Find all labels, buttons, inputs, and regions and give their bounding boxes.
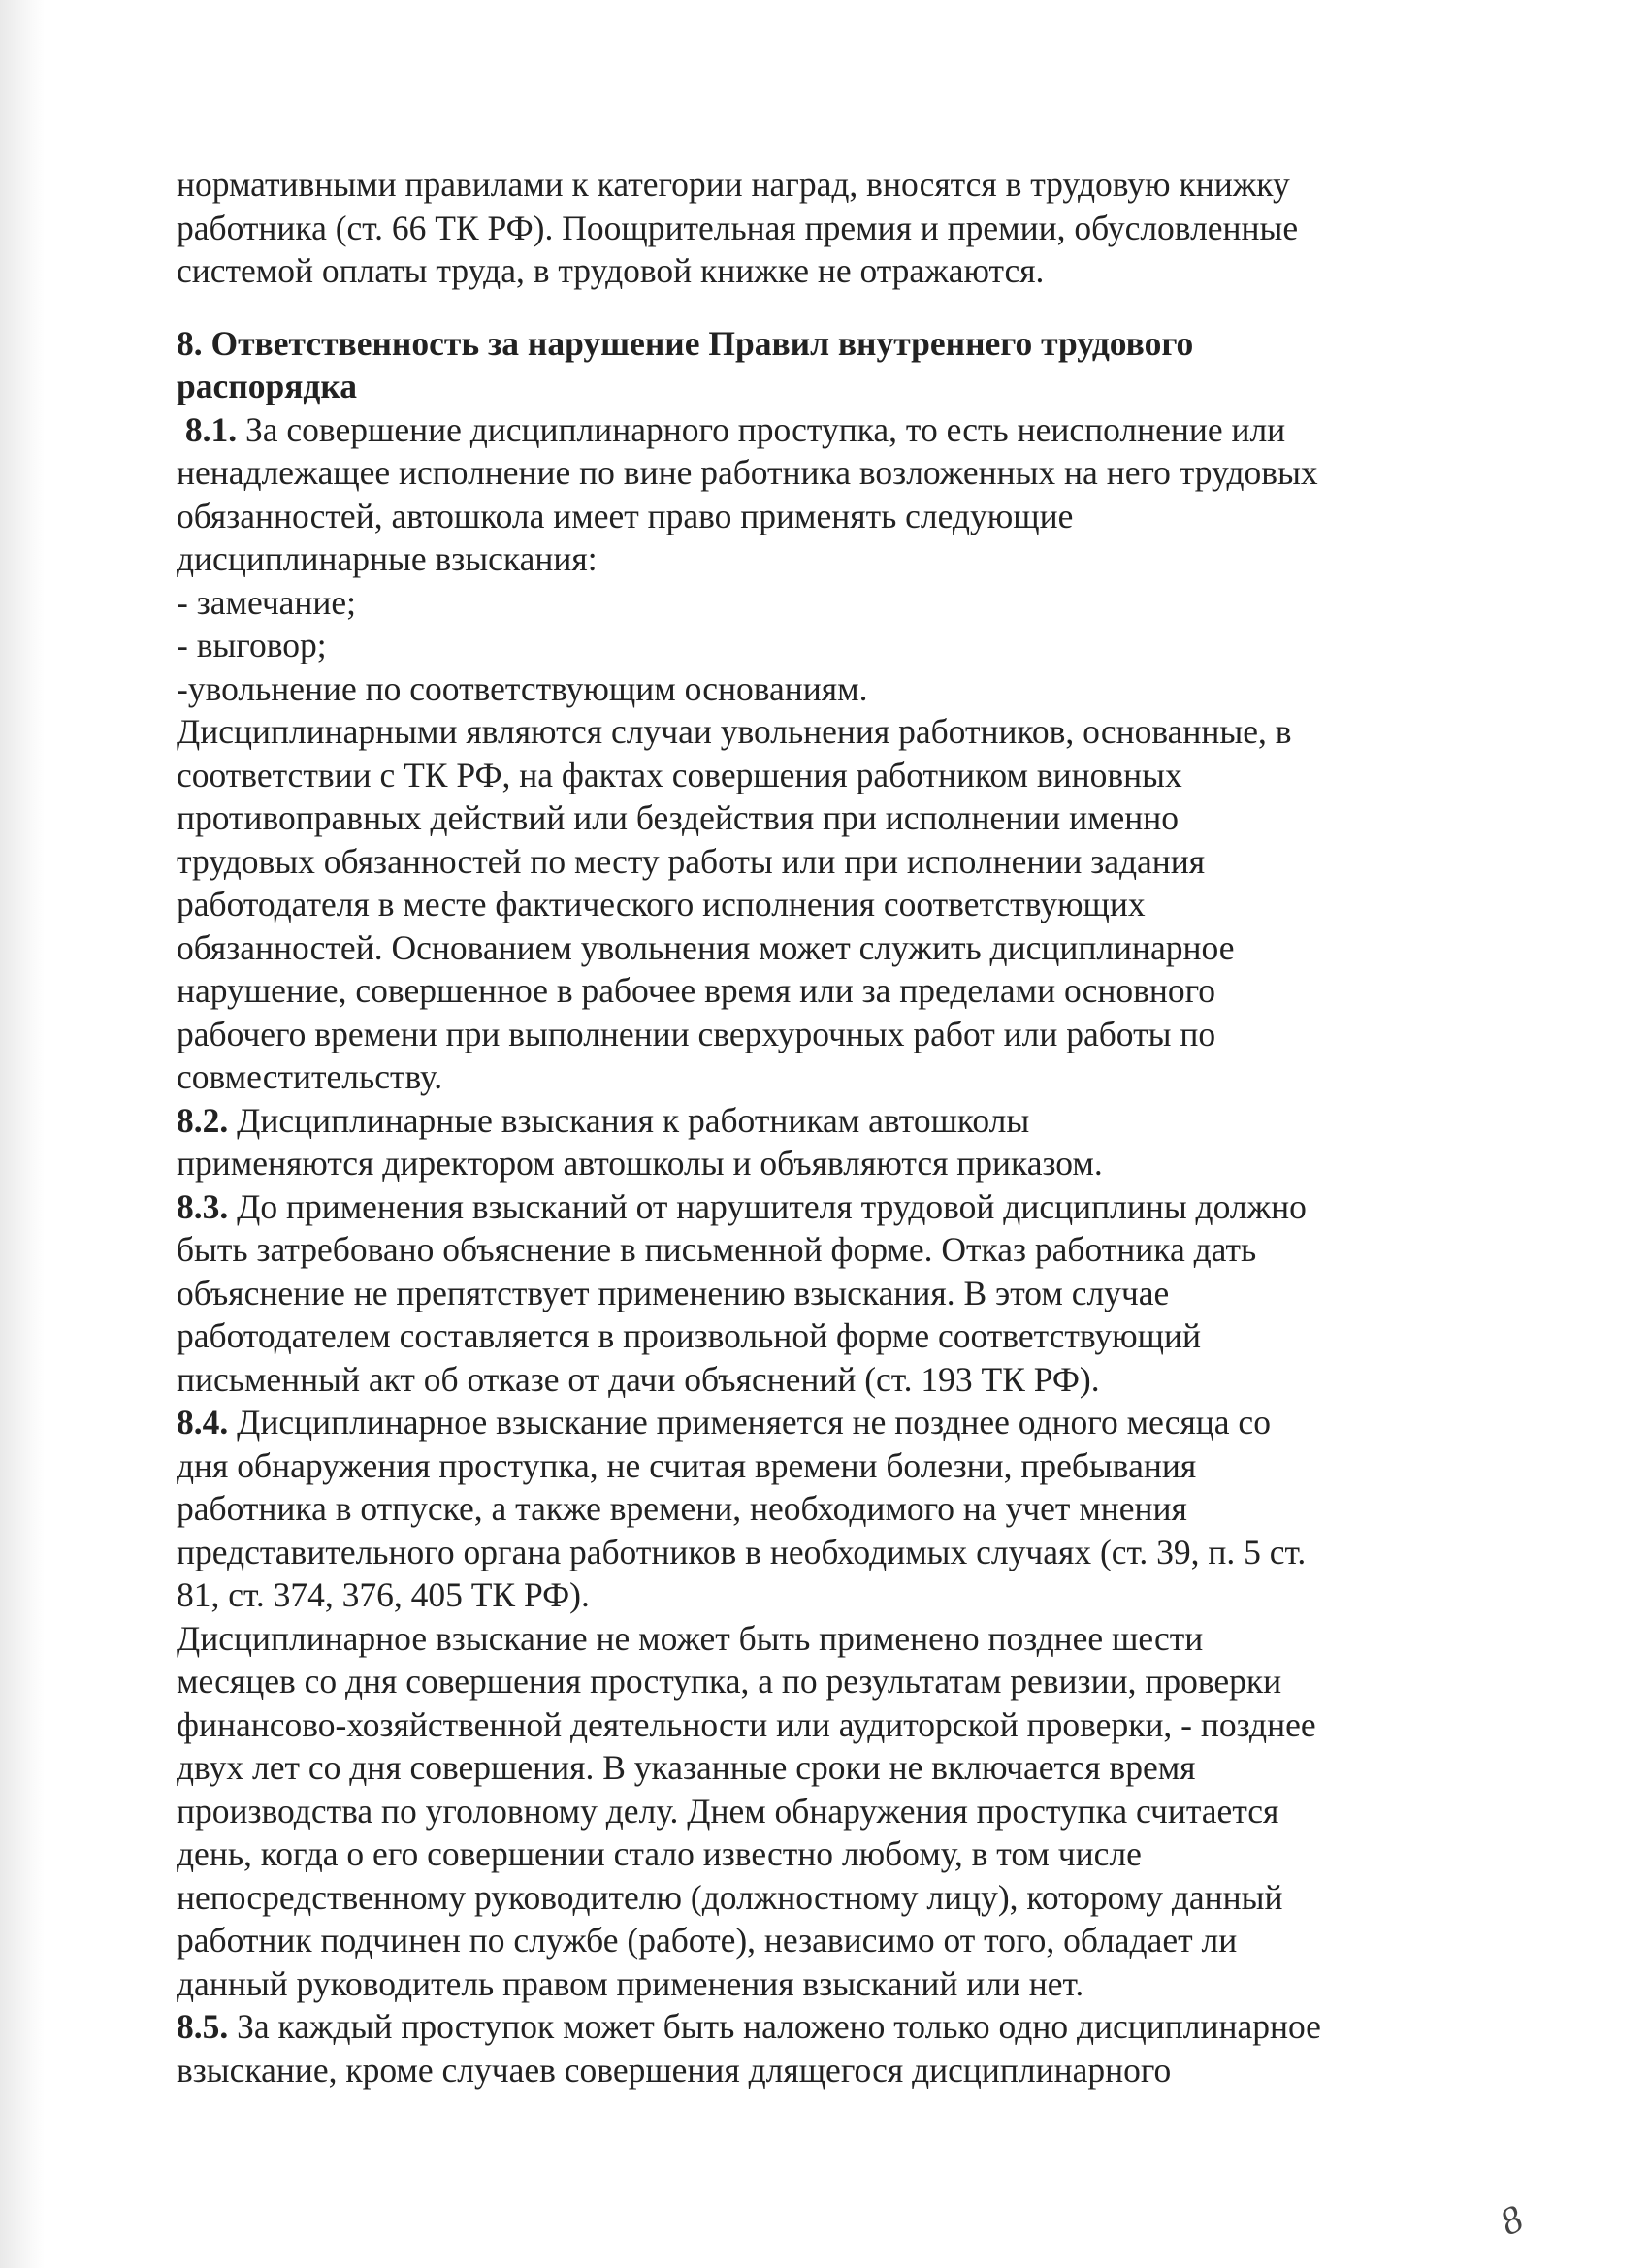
intro-paragraph: [177, 163, 1476, 293]
text-line: письменный акт об отказе от дачи объяснений (ст. 193 ТК РФ).: [177, 1359, 1100, 1399]
text-line: работника в отпуске, а также времени, необходимого на учет мнения: [177, 1489, 1187, 1528]
scan-page-edge: [0, 0, 45, 2268]
clause-number: 8.2.: [177, 1100, 229, 1140]
clause-first-line: [177, 1185, 1476, 1229]
text-line: двух лет со дня совершения. В указанные сроки не включается время: [177, 1748, 1196, 1787]
clause-text: За совершение дисциплинарного проступка, то есть неисполнение или: [237, 409, 1286, 449]
text-line: нормативными правилами к категории наград, вносятся в трудовую книжку: [177, 165, 1290, 204]
text-line: системой оплаты труда, в трудовой книжке не отражаются.: [177, 251, 1045, 290]
list-item: - замечание;: [177, 582, 357, 622]
text-line: финансово-хозяйственной деятельности или аудиторской проверки, - позднее: [177, 1704, 1316, 1744]
text-line: 81, ст. 374, 376, 405 ТК РФ).: [177, 1575, 590, 1614]
section-heading: [177, 322, 1476, 408]
text-line: нарушение, совершенное в рабочее время или за пределами основного: [177, 971, 1216, 1010]
text-line: представительного органа работников в необходимых случаях (ст. 39, п. 5 ст.: [177, 1532, 1307, 1571]
clause-8-3: [177, 1185, 1476, 1402]
text-line: Дисциплинарное взыскание не может быть применено позднее шести: [177, 1618, 1204, 1658]
text-line: месяцев со дня совершения проступка, а по результатам ревизии, проверки: [177, 1662, 1282, 1701]
text-line: взыскание, кроме случаев совершения длящегося дисциплинарного: [177, 2050, 1172, 2090]
clause-text: Дисциплинарные взыскания к работникам автошколы: [228, 1100, 1030, 1140]
text-line: трудовых обязанностей по месту работы или при исполнении задания: [177, 841, 1206, 881]
clause-first-line: [177, 2005, 1476, 2049]
text-line: рабочего времени при выполнении сверхурочных работ или работы по: [177, 1014, 1216, 1053]
text-line: дня обнаружения проступка, не считая времени болезни, пребывания: [177, 1445, 1197, 1485]
text-line: обязанностей, автошкола имеет право применять следующие: [177, 496, 1074, 535]
clause-number: 8.1.: [184, 409, 238, 449]
list-item: - выговор;: [177, 626, 327, 664]
text-line: соответствии с ТК РФ, на фактах совершения работником виновных: [177, 755, 1182, 794]
page-number: 8: [1493, 2195, 1530, 2245]
clause-number: 8.5.: [177, 2007, 229, 2046]
text-line: ненадлежащее исполнение по вине работника возложенных на него трудовых: [177, 453, 1318, 492]
text-line: работника (ст. 66 ТК РФ). Поощрительная премия и премии, обусловленные: [177, 208, 1299, 247]
text-line: работодателя в месте фактического исполнения соответствующих: [177, 885, 1146, 923]
text-line: работник подчинен по службе (работе), независимо от того, обладает ли: [177, 1921, 1238, 1960]
clause-first-line: [177, 408, 1476, 452]
text-line: непосредственному руководителю (должностному лицу), которому данный: [177, 1877, 1283, 1917]
text-line: совместительству.: [177, 1057, 443, 1096]
clause-8-2: [177, 1099, 1476, 1185]
text-line: применяются директором автошколы и объявляются приказом.: [177, 1144, 1103, 1183]
text-line: быть затребовано объяснение в письменной форме. Отказ работника дать: [177, 1230, 1257, 1269]
clause-8-4: [177, 1401, 1476, 2005]
heading-line: 8. Ответственность за нарушение Правил внутреннего трудового: [177, 323, 1194, 363]
text-line: производства по уголовному делу. Днем обнаружения проступка считается: [177, 1791, 1279, 1831]
paragraph-gap: [177, 293, 1476, 322]
text-line: день, когда о его совершении стало известно любому, в том числе: [177, 1834, 1142, 1873]
list-item: -увольнение по соответствующим основаниям.: [177, 668, 868, 708]
text-line: обязанностей. Основанием увольнения может служить дисциплинарное: [177, 927, 1235, 967]
clause-text: За каждый проступок может быть наложено только одно дисциплинарное: [228, 2007, 1321, 2046]
clause-8-1: [177, 408, 1476, 1099]
document-page: [177, 163, 1476, 2091]
text-line: данный руководитель правом применения взысканий или нет.: [177, 1963, 1084, 2003]
text-line: дисциплинарные взыскания:: [177, 539, 598, 578]
text-line: объяснение не препятствует применению взыскания. В этом случае: [177, 1273, 1170, 1312]
clause-first-line: [177, 1099, 1476, 1143]
text-line: работодателем составляется в произвольной форме соответствующий: [177, 1316, 1201, 1355]
clause-text: До применения взысканий от нарушителя трудовой дисциплины должно: [228, 1186, 1307, 1226]
text-line: Дисциплинарными являются случаи увольнения работников, основанные, в: [177, 712, 1292, 751]
heading-line: распорядка: [177, 367, 358, 405]
clause-number: 8.4.: [177, 1403, 229, 1442]
clause-text: Дисциплинарное взыскание применяется не позднее одного месяца со: [228, 1403, 1271, 1442]
clause-number: 8.3.: [177, 1186, 229, 1226]
clause-8-5: [177, 2005, 1476, 2091]
text-line: противоправных действий или бездействия при исполнении именно: [177, 798, 1180, 837]
clause-first-line: [177, 1401, 1476, 1444]
